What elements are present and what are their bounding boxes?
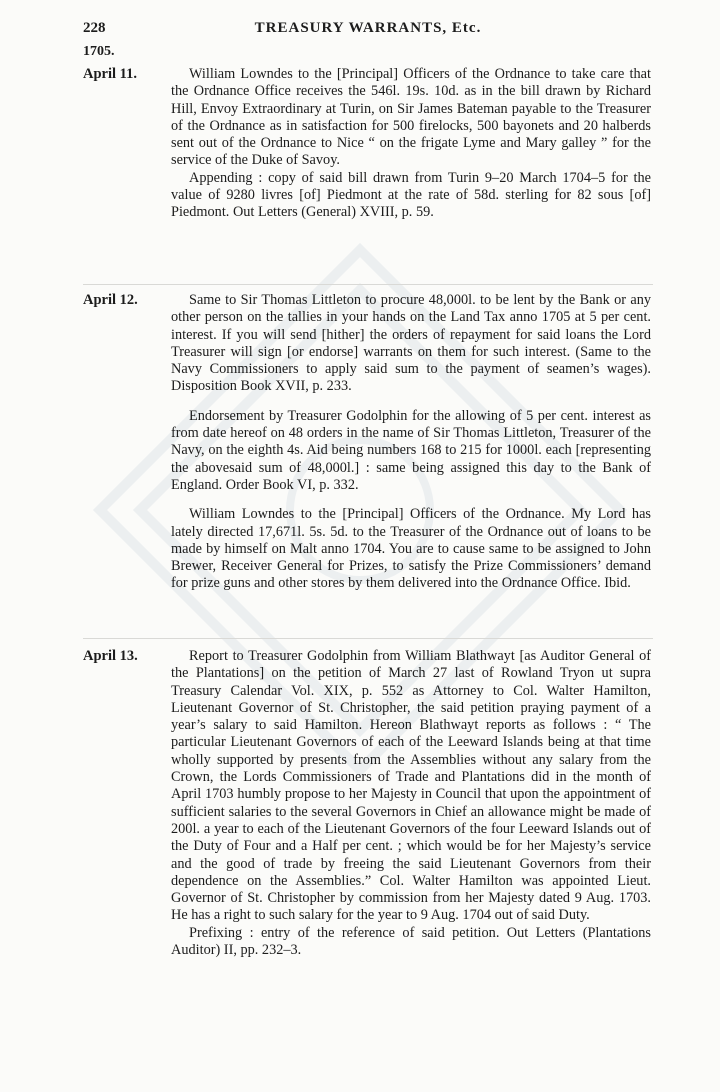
- entry-date: April 11.: [83, 66, 137, 82]
- entry-date: April 12.: [83, 292, 138, 308]
- entry-paragraph: Same to Sir Thomas Littleton to procure 48,000l. to be lent by the Bank or any other person on the tallies in your hands on the Land Tax anno 1705 at 5 per cent. interest. If you will send [hither] the orders of repayment for said loans the Lord Treasurer will sign [or endorse] warrants on them for such interest. (Same to the Navy Commissioners to apply said sum to the payment of seamen’s wages). Disposition Book XVII, p. 233.: [171, 292, 651, 395]
- entry-paragraph: Endorsement by Treasurer Godolphin for the allowing of 5 per cent. interest as from date hereof on 48 orders in the name of Sir Thomas Littleton, Treasurer of the Navy, on the eighth 4s. Aid being numbers 168 to 215 for 1000l. each [representing the abovesaid sum of 48,000l.] : same being assigned this day to the Bank of England. Order Book VI, p. 332.: [171, 407, 651, 493]
- entry-date: April 13.: [83, 648, 138, 664]
- entry-divider: [83, 284, 653, 285]
- page-number: 228: [83, 20, 106, 36]
- entry-paragraph: Prefixing : entry of the reference of said petition. Out Letters (Plantations Auditor) II, pp. 232–3.: [171, 924, 651, 959]
- entry-body: [171, 648, 651, 959]
- entry-paragraph: Appending : copy of said bill drawn from Turin 9–20 March 1704–5 for the value of 9280 livres [of] Piedmont at the rate of 58d. sterling for 82 sous [of] Piedmont. Out Letters (General) XVIII, p. 59.: [171, 169, 651, 221]
- page-header: [83, 20, 653, 42]
- entry-paragraph: William Lowndes to the [Principal] Officers of the Ordnance. My Lord has lately directed 17,671l. 5s. 5d. to the Treasurer of the Ordnance out of loans to be made by himself on Malt anno 1704. You are to cause same to be assigned to John Brewer, Receiver General for Prizes, to satisfy the Prize Commissioners’ demand for prize guns and other stores by them delivered into the Ordnance Office. Ibid.: [171, 506, 651, 592]
- entry-paragraph: William Lowndes to the [Principal] Officers of the Ordnance to take care that the Ordnance Office receives the 546l. 19s. 10d. as in the bill drawn by Richard Hill, Envoy Extraordinary at Turin, on Sir James Bateman payable to the Treasurer of the Ordnance as in satisfaction for 500 firelocks, 500 bayonets and 20 halberds sent out of the Ordnance to Nice “ on the frigate Lyme and Mary galley ” for the service of the Duke of Savoy.: [171, 66, 651, 169]
- entry-paragraph: Report to Treasurer Godolphin from William Blathwayt [as Auditor General of the Plantations] on the petition of March 27 last of Rowland Tryon ut supra Treasury Calendar Vol. XIX, p. 552 as Attorney to Col. Walter Hamilton, Lieutenant Governor of St. Christopher, the said petition praying payment of a year’s salary to said Hamilton. Hereon Blathwayt reports as follows : “ The particular Lieutenant Governors of each of the Leeward Islands being at that time wholly supported by presents from the Assemblies without any salary from the Crown, the Lords Commissioners of Trade and Plantations did in the month of April 1703 humbly propose to her Majesty in Council that upon the appointment of sufficient salaries to the several Governors in Chief an allowance might be made of 200l. a year to each of the Lieutenant Governors of the four Leeward Islands out of the Duty of Four and a Half per cent. ; which would be for her Majesty’s service and the good of trade by freeing the said Lieutenant Governors from their dependence on the Assemblies.” Col. Walter Hamilton was appointed Lieut. Governor of St. Christopher by commission from her Majesty dated 9 Aug. 1703. He has a right to such salary for the year to 9 Aug. 1704 out of said Duty.: [171, 648, 651, 924]
- entry-body: [171, 292, 651, 593]
- year-heading: 1705.: [83, 44, 115, 59]
- entry-body: [171, 66, 651, 222]
- entry-divider: [83, 638, 653, 639]
- running-title: TREASURY WARRANTS, Etc.: [254, 20, 482, 36]
